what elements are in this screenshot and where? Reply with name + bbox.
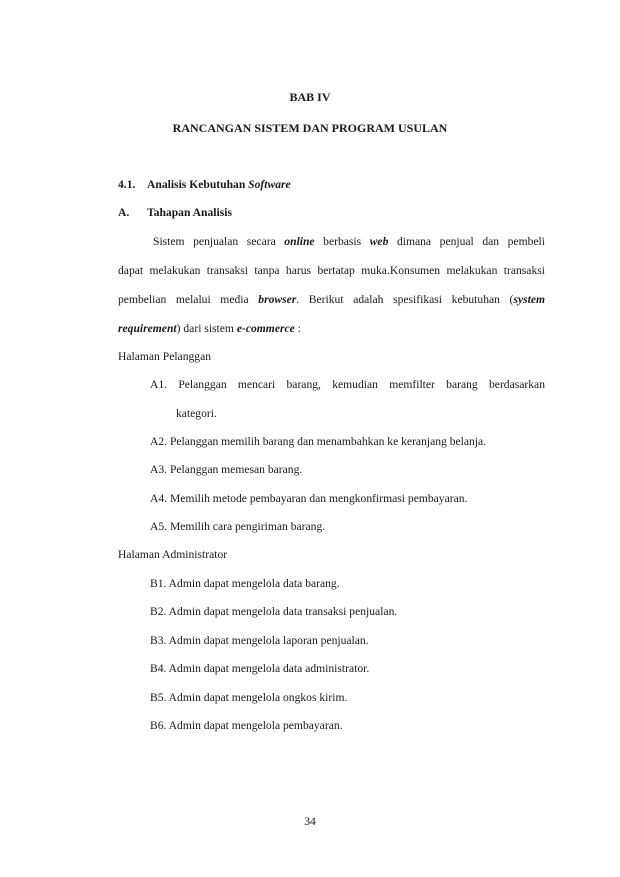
list-item-b1: B1. Admin dapat mengelola data barang.	[150, 577, 340, 590]
para-italic: system	[513, 293, 545, 306]
list-item-b5: B5. Admin dapat mengelola ongkos kirim.	[150, 691, 348, 704]
chapter-label: BAB IV	[289, 90, 331, 104]
list-item-a2: A2. Pelanggan memilih barang dan menambahkan ke keranjang belanja.	[150, 435, 487, 448]
para-text: Sistem penjualan secara	[153, 235, 285, 248]
para-italic: browser	[258, 293, 297, 306]
list-item-a5: A5. Memilih cara pengiriman barang.	[150, 520, 326, 533]
list-item-a4: A4. Memilih metode pembayaran dan mengkonfirmasi pembayaran.	[150, 492, 468, 505]
pelanggan-heading: Halaman Pelanggan	[118, 350, 212, 363]
subsection-title: Tahapan Analisis	[147, 206, 232, 219]
list-item-a3: A3. Pelanggan memesan barang.	[150, 463, 303, 476]
paragraph-line-4	[118, 322, 545, 335]
section-title-italic: Software	[248, 178, 291, 191]
subsection-letter: A.	[118, 206, 130, 219]
section-title-text: Analisis Kebutuhan	[147, 178, 249, 191]
section-title	[147, 178, 291, 191]
para-italic: e-commerce	[236, 322, 295, 335]
paragraph-line-1	[153, 235, 545, 248]
page-number: 34	[304, 815, 316, 828]
para-italic: requirement	[118, 322, 177, 335]
para-text: :	[294, 322, 301, 335]
chapter-title: RANCANGAN SISTEM DAN PROGRAM USULAN	[172, 121, 448, 135]
admin-heading: Halaman Administrator	[118, 548, 228, 561]
paragraph-line-2: dapat melakukan transaksi tanpa harus bertatap muka.Konsumen melakukan transaksi	[118, 264, 545, 277]
para-text: pembelian melalui media	[118, 293, 259, 306]
section-number: 4.1.	[118, 178, 136, 191]
list-item-a1-cont: kategori.	[176, 407, 217, 420]
para-italic: online	[284, 235, 315, 248]
para-italic: web	[369, 235, 389, 248]
list-item-b3: B3. Admin dapat mengelola laporan penjualan.	[150, 634, 369, 647]
para-text: . Berikut adalah spesifikasi kebutuhan (	[296, 293, 514, 306]
paragraph-line-3	[118, 293, 545, 306]
list-item-b4: B4. Admin dapat mengelola data administrator.	[150, 662, 370, 675]
para-text: berbasis	[314, 235, 370, 248]
list-item-b6: B6. Admin dapat mengelola pembayaran.	[150, 719, 343, 732]
list-item-b2: B2. Admin dapat mengelola data transaksi penjualan.	[150, 605, 398, 618]
para-text: ) dari sistem	[176, 322, 237, 335]
para-text: dimana penjual dan pembeli	[388, 235, 545, 248]
list-item-a1: A1. Pelanggan mencari barang, kemudian memfilter barang berdasarkan	[150, 378, 545, 391]
